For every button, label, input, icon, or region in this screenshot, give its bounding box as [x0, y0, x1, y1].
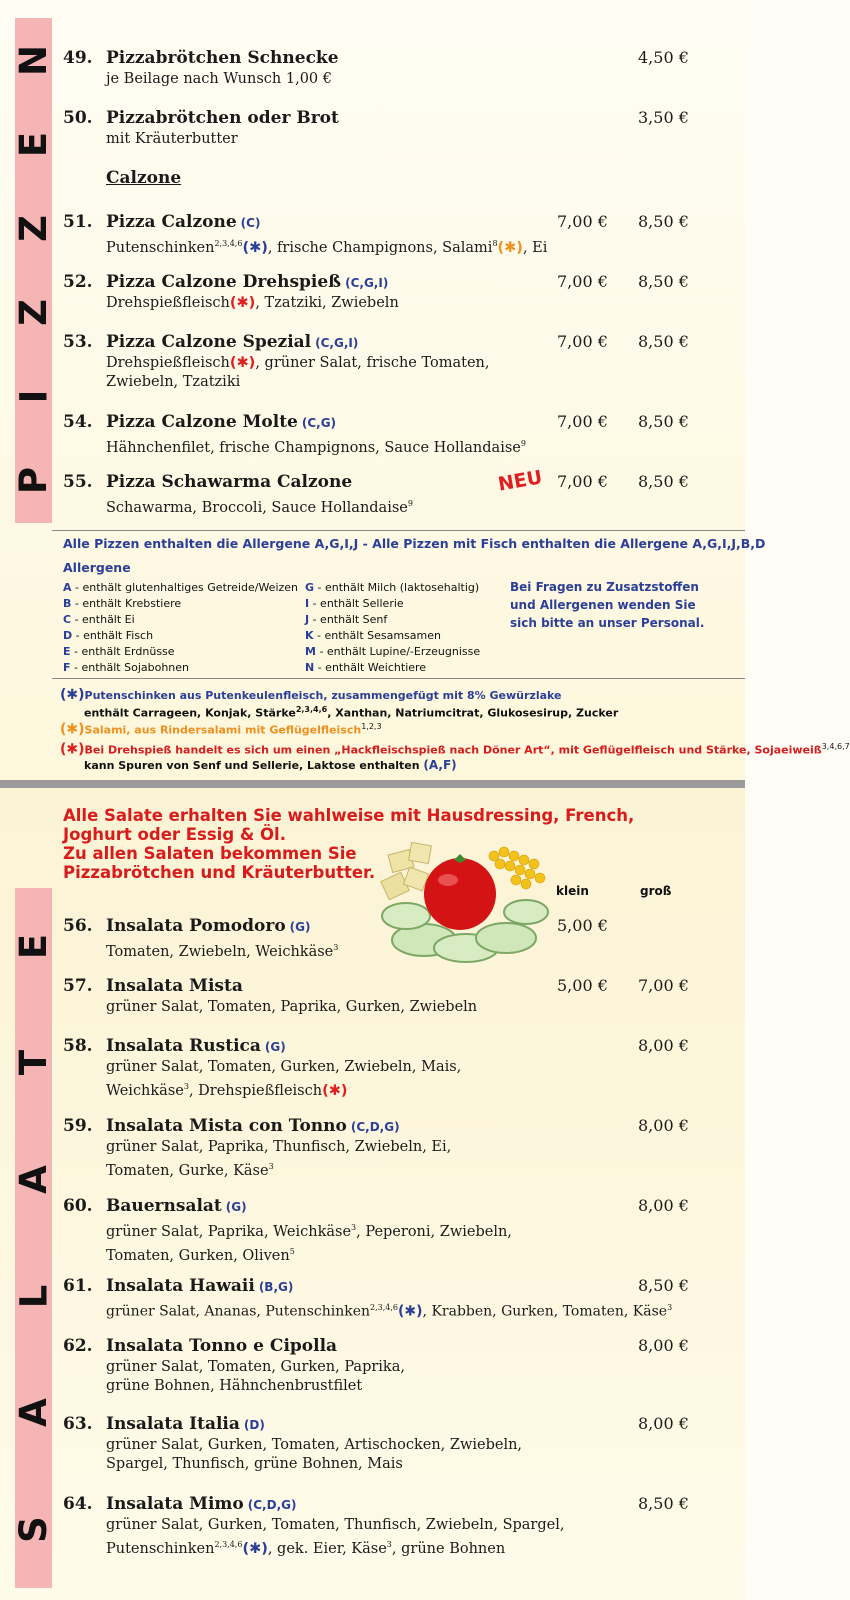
item-name-text: Pizza Calzone Spezial [106, 332, 312, 352]
price-large: 8,00 € [638, 1196, 689, 1215]
desc-text: Schawarma, Broccoli, Sauce Hollandaise [106, 499, 408, 516]
item-name-text: Pizza Calzone Drehspieß [106, 272, 342, 292]
item-description [106, 354, 666, 392]
desc-text: , Tzatziki, Zwiebeln [255, 295, 399, 311]
item-description: grüner Salat, Paprika, Weichkäse$^3$, Peperoni, Zwiebeln, Tomaten, Gurken, Oliven$^5$ [106, 1223, 512, 1264]
item-allergens: (D) [243, 1418, 265, 1432]
asterisk-icon: (✱) [398, 1303, 423, 1320]
item-number: 63. [63, 1414, 93, 1434]
additive-sup: 9 [520, 439, 526, 448]
price-large: 8,50 € [638, 212, 689, 231]
allergen-entry: M - enthält Lupine/-Erzeugnisse [305, 645, 481, 658]
item-number: 64. [63, 1494, 93, 1514]
asterisk-icon: (✱) [242, 1540, 268, 1557]
band-letter: E [12, 131, 55, 157]
column-header-large: groß [640, 884, 672, 898]
allergen-entry: A - enthält glutenhaltiges Getreide/Weizen [63, 581, 299, 594]
asterisk-icon: (✱) [60, 741, 85, 758]
desc-text: Zwiebeln, Tzatziki [106, 374, 241, 390]
item-number: 50. [63, 108, 93, 128]
allergen-list-left [63, 580, 298, 676]
item-name [106, 212, 260, 232]
divider-line [52, 530, 745, 531]
menu-item-58 [0, 1036, 745, 1099]
desc-text: Drehspießfleisch [106, 355, 230, 371]
item-name [106, 412, 336, 432]
desc-text: Putenschinken [106, 239, 215, 256]
footnote-drehspiess: (✱)Bei Drehspieß handelt es sich um einen „Hackfleischspieß nach Döner Art“, mit Geflügelfleisch und Stärke, Sojaeiweiß$^{3,4,6,7}$ kann Spuren von Senf und Sellerie, Laktose enthalten (A,F) [60, 741, 850, 772]
item-name-text: Insalata Mimo [106, 1494, 244, 1514]
allergen-entry: D - enthält Fisch [63, 629, 154, 642]
allergen-entry: N - enthält Weichtiere [305, 661, 427, 674]
item-description: grüner Salat, Gurken, Tomaten, Thunfisch, Zwiebeln, Spargel, Putenschinken$^{2,3,4,6}$(✱), gek. Eier, Käse$^3$, grüne Bohnen [106, 1517, 565, 1557]
item-name-text: Bauernsalat [106, 1196, 222, 1216]
menu-item-64 [0, 1494, 745, 1557]
item-allergens: (C,G,I) [315, 336, 359, 350]
band-letter: Z [12, 299, 55, 326]
item-allergens: (B,G) [258, 1280, 294, 1294]
item-allergens: (G) [264, 1040, 286, 1054]
item-name [106, 272, 388, 292]
menu-item-51 [0, 212, 745, 262]
item-number: 54. [63, 412, 93, 432]
item-name [106, 1414, 265, 1434]
item-name: Pizzabrötchen Schnecke [106, 48, 339, 68]
price-small: 7,00 € [557, 212, 608, 231]
item-number: 51. [63, 212, 93, 232]
item-description: mit Kräuterbutter [106, 131, 238, 147]
asterisk-icon: (✱) [60, 721, 85, 738]
menu-item-59 [0, 1116, 745, 1179]
menu-item-63 [0, 1414, 745, 1472]
additive-sup: 2,3,4,6 [214, 239, 243, 248]
menu-item-49 [0, 48, 745, 98]
menu-item-52 [0, 272, 745, 322]
salad-intro: Alle Salate erhalten Sie wahlweise mit Hausdressing, French, Joghurt oder Essig & Öl. Zu allen Salaten bekommen Sie Pizzabrötchen und Kräuterbutter. [63, 806, 635, 882]
price-large: 8,50 € [638, 272, 689, 291]
band-letter: P [12, 467, 55, 495]
asterisk-icon: (✱) [60, 687, 85, 703]
item-allergens: (C,G,I) [345, 276, 389, 290]
item-name [106, 916, 311, 936]
menu-item-54 [0, 412, 745, 462]
item-number: 58. [63, 1036, 93, 1056]
band-letter: L [11, 1284, 55, 1309]
calzone-heading: Calzone [106, 168, 182, 188]
menu-item-57 [0, 976, 745, 1026]
item-description: grüner Salat, Tomaten, Paprika, Gurken, Zwiebeln [106, 999, 478, 1015]
allergen-entry: F - enthält Sojabohnen [63, 661, 190, 674]
desc-text: Drehspießfleisch [106, 295, 230, 311]
item-name-text: Insalata Rustica [106, 1036, 261, 1056]
band-letter: S [12, 1516, 55, 1543]
item-name [106, 332, 358, 352]
item-number: 52. [63, 272, 93, 292]
menu-item-61 [0, 1276, 745, 1326]
asterisk-icon: (✱) [497, 239, 523, 256]
item-description [106, 434, 666, 458]
allergen-entry: G - enthält Milch (laktosehaltig) [305, 581, 480, 594]
item-number: 56. [63, 916, 93, 936]
neu-badge: NEU [496, 466, 544, 496]
item-number: 61. [63, 1276, 93, 1296]
band-letter: A [11, 1398, 55, 1428]
price-large: 8,50 € [638, 1494, 689, 1513]
item-allergens: (C) [240, 216, 261, 230]
price-large: 8,50 € [638, 472, 689, 491]
price-small: 5,00 € [557, 916, 608, 935]
price-small: 7,00 € [557, 272, 608, 291]
item-description: grüner Salat, Ananas, Putenschinken$^{2,3,4,6}$(✱), Krabben, Gurken, Tomaten, Käse$^3$ [106, 1303, 673, 1320]
item-allergens: (C,G) [301, 416, 337, 430]
item-name [106, 1036, 286, 1056]
item-number: 55. [63, 472, 93, 492]
price-large: 8,00 € [638, 1036, 689, 1055]
menu-item-56 [0, 916, 745, 966]
desc-text: , Ei [522, 239, 548, 256]
item-description: Tomaten, Zwiebeln, Weichkäse$^3$ [106, 943, 339, 960]
menu-item-53 [0, 332, 745, 390]
questions-note: Bei Fragen zu Zusatzstoffen und Allergenen wenden Sie sich bitte an unser Personal. [510, 580, 705, 630]
price-small: 7,00 € [557, 472, 608, 491]
item-allergens: (G) [289, 920, 311, 934]
item-name [106, 1196, 247, 1216]
menu-item-62 [0, 1336, 745, 1394]
item-number: 49. [63, 48, 93, 68]
price-large: 3,50 € [638, 108, 689, 127]
item-name-text: Insalata Italia [106, 1414, 240, 1434]
menu-item-60 [0, 1196, 745, 1264]
price-small: 5,00 € [557, 976, 608, 995]
all-pizzas-allergen-note: Alle Pizzen enthalten die Allergene A,G,I,J - Alle Pizzen mit Fisch enthalten die Allergene A,G,I,J,B,D [63, 536, 766, 551]
price-small: 7,00 € [557, 332, 608, 351]
item-allergens: (C,D,G) [247, 1498, 297, 1512]
item-name: Pizzabrötchen oder Brot [106, 108, 339, 128]
band-letter: I [12, 389, 55, 404]
allergen-entry: I - enthält Sellerie [305, 597, 404, 610]
price-large: 8,00 € [638, 1116, 689, 1135]
desc-text: , frische Champignons, Salami [267, 239, 493, 256]
additive-sup: 8 [492, 239, 498, 248]
item-number: 59. [63, 1116, 93, 1136]
item-name [106, 1276, 293, 1296]
item-description [106, 494, 666, 518]
band-letter: A [11, 1165, 55, 1194]
price-large: 8,50 € [638, 412, 689, 431]
item-description: grüner Salat, Tomaten, Gurken, Zwiebeln, Mais, Weichkäse$^3$, Drehspießfleisch(✱) [106, 1059, 462, 1099]
asterisk-icon: (✱) [229, 295, 256, 311]
item-name [106, 1116, 400, 1136]
footnote-salami: (✱)Salami, aus Rindersalami mit Geflügelfleisch$^{1,2,3}$ [60, 721, 382, 738]
item-description [106, 294, 666, 313]
band-letter: N [12, 44, 55, 76]
item-name: Insalata Mista [106, 976, 243, 996]
price-large: 8,00 € [638, 1414, 689, 1433]
price-large: 8,50 € [638, 1276, 689, 1295]
asterisk-icon: (✱) [229, 355, 256, 371]
item-name-text: Insalata Hawaii [106, 1276, 255, 1296]
allergen-entry: E - enthält Erdnüsse [63, 645, 175, 658]
item-number: 53. [63, 332, 93, 352]
price-large: 4,50 € [638, 48, 689, 67]
asterisk-icon: (✱) [242, 239, 268, 256]
price-large: 7,00 € [638, 976, 689, 995]
divider-line [52, 678, 745, 679]
item-description [106, 234, 706, 258]
item-number: 57. [63, 976, 93, 996]
item-name-text: Insalata Pomodoro [106, 916, 286, 936]
item-description: grüner Salat, Paprika, Thunfisch, Zwiebeln, Ei, Tomaten, Gurke, Käse$^3$ [106, 1139, 452, 1179]
allergen-entry: C - enthält Ei [63, 613, 135, 626]
item-description: grüner Salat, Tomaten, Gurken, Paprika, grüne Bohnen, Hähnchenbrustfilet [106, 1359, 405, 1394]
price-large: 8,00 € [638, 1336, 689, 1355]
asterisk-icon: (✱) [322, 1082, 348, 1099]
item-number: 62. [63, 1336, 93, 1356]
item-number: 60. [63, 1196, 93, 1216]
desc-text: , grüner Salat, frische Tomaten, [255, 355, 490, 371]
item-description: je Beilage nach Wunsch 1,00 € [106, 71, 332, 87]
allergen-entry: J - enthält Senf [305, 613, 388, 626]
item-allergens: (G) [225, 1200, 247, 1214]
allergen-entry: B - enthält Krebstiere [63, 597, 182, 610]
item-allergens: (C,D,G) [350, 1120, 400, 1134]
allergen-title: Allergene [63, 560, 131, 575]
salad-section [0, 788, 745, 1600]
item-name-text: Insalata Mista con Tonno [106, 1116, 347, 1136]
additive-sup: 9 [407, 499, 413, 508]
item-name [106, 1494, 296, 1514]
item-name: Pizza Schawarma Calzone [106, 472, 353, 492]
allergen-list-right [305, 580, 480, 676]
desc-text: Hähnchenfilet, frische Champignons, Sauce Hollandaise [106, 439, 521, 456]
column-header-small: klein [556, 884, 589, 898]
price-small: 7,00 € [557, 412, 608, 431]
item-name-text: Pizza Calzone [106, 212, 237, 232]
footnote-putenschinken: (✱)Putenschinken aus Putenkeulenfleisch, zusammengefügt mit 8% Gewürzlake enthält Carrageen, Konjak, Stärke$^{2,3,4,6}$, Xanthan, Natriumcitrat, Glukosesirup, Zucker [60, 687, 619, 720]
menu-item-55 [0, 472, 745, 522]
item-description: grüner Salat, Gurken, Tomaten, Artischocken, Zwiebeln, Spargel, Thunfisch, grüne Bohnen, Mais [106, 1437, 523, 1472]
band-letter: E [12, 933, 55, 959]
band-letter: T [12, 1050, 55, 1076]
allergen-entry: K - enthält Sesamsamen [305, 629, 441, 642]
menu-item-50 [0, 108, 745, 158]
item-name: Insalata Tonno e Cipolla [106, 1336, 338, 1356]
price-large: 8,50 € [638, 332, 689, 351]
band-letter: Z [12, 214, 55, 242]
item-name-text: Pizza Calzone Molte [106, 412, 298, 432]
